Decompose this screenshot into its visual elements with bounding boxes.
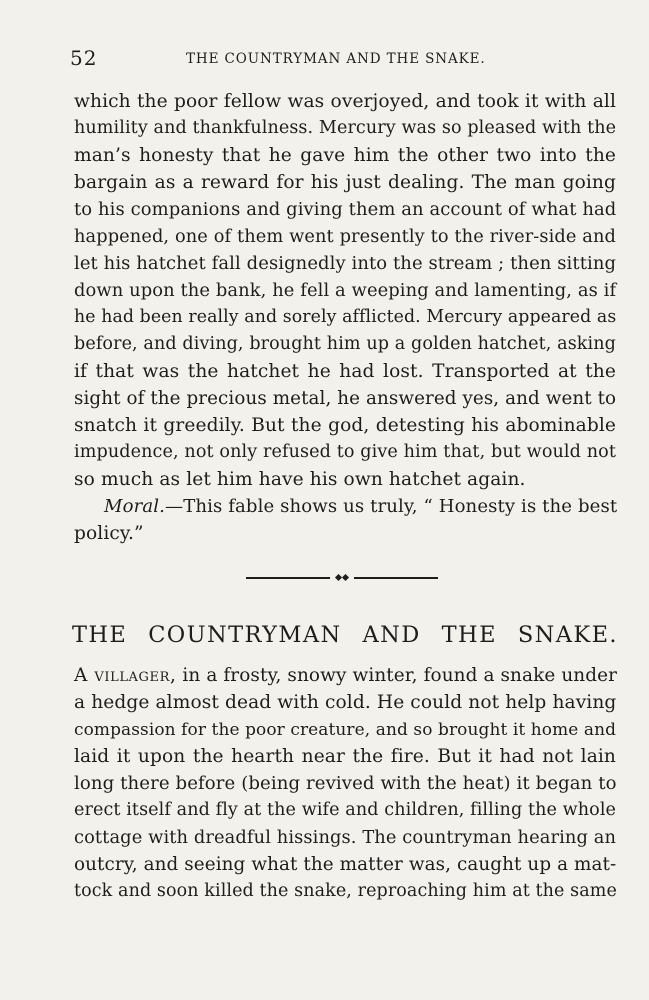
divider-rule-right	[354, 577, 438, 579]
moral-dash: —	[165, 496, 184, 517]
text-line: snatch it greedily. But the god, detesting his abominable	[74, 415, 616, 436]
running-head	[70, 46, 616, 72]
text-line: erect itself and fly at the wife and children, filling the whole	[74, 800, 617, 820]
text-line: down upon the bank, he fell a weeping and lamenting, as if	[74, 280, 617, 301]
text-line: cottage with dreadful hissings. The countryman hearing an	[74, 827, 617, 848]
text-line: if that was the hatchet he had lost. Transported at the	[74, 361, 616, 382]
text-line: man’s honesty that he gave him the other two into the	[74, 145, 616, 166]
moral-line-end: policy.”	[74, 523, 144, 544]
text-line: outcry, and seeing what the matter was, caught up a mat-	[74, 854, 617, 875]
text-line: so much as let him have his own hatchet again.	[74, 469, 526, 490]
text-line: tock and soon killed the snake, reproaching him at the same	[74, 881, 617, 901]
text-line: happened, one of them went presently to the river-side and	[74, 226, 616, 247]
text-line: sight of the precious metal, he answered yes, and went to	[74, 388, 617, 409]
lead-word: A villager,	[74, 665, 177, 686]
previous-fable-conclusion	[74, 88, 616, 547]
running-title: THE COUNTRYMAN AND THE SNAKE.	[186, 51, 486, 67]
moral-line	[74, 493, 616, 520]
fable-title: THE COUNTRYMAN AND THE SNAKE.	[72, 622, 618, 648]
text-line: impudence, not only refused to give him that, but would not	[74, 442, 616, 462]
text-line: he had been really and sorely afflicted. Mercury appeared as	[74, 307, 617, 327]
section-divider-ornament	[246, 576, 438, 580]
fable-body	[74, 662, 616, 905]
text-line: which the poor fellow was overjoyed, and took it with all	[74, 91, 616, 112]
text-line: bargain as a reward for his just dealing. The man going	[74, 172, 616, 193]
text-line: laid it upon the hearth near the fire. But it had not lain	[74, 746, 616, 767]
moral-text: This fable shows us truly, “ Honesty is the best	[183, 496, 618, 517]
text-line-first	[74, 662, 616, 689]
text-line: before, and diving, brought him up a golden hatchet, asking	[74, 334, 616, 354]
text-line: a hedge almost dead with cold. He could not help having	[74, 692, 617, 713]
text-line: to his companions and giving them an account of what had	[74, 199, 617, 220]
divider-diamond	[342, 574, 349, 581]
first-line-text: in a frosty, snowy winter, found a snake under	[176, 665, 618, 686]
text-line: let his hatchet fall designedly into the stream ; then sitting	[74, 253, 617, 274]
page-number: 52	[70, 46, 98, 70]
text-line: compassion for the poor creature, and so brought it home and	[74, 719, 617, 739]
divider-rule-left	[246, 577, 330, 579]
text-line: long there before (being revived with the heat) it began to	[74, 773, 617, 794]
text-line: humility and thankfulness. Mercury was so pleased with the	[74, 118, 617, 138]
moral-label: Moral.	[104, 496, 165, 517]
